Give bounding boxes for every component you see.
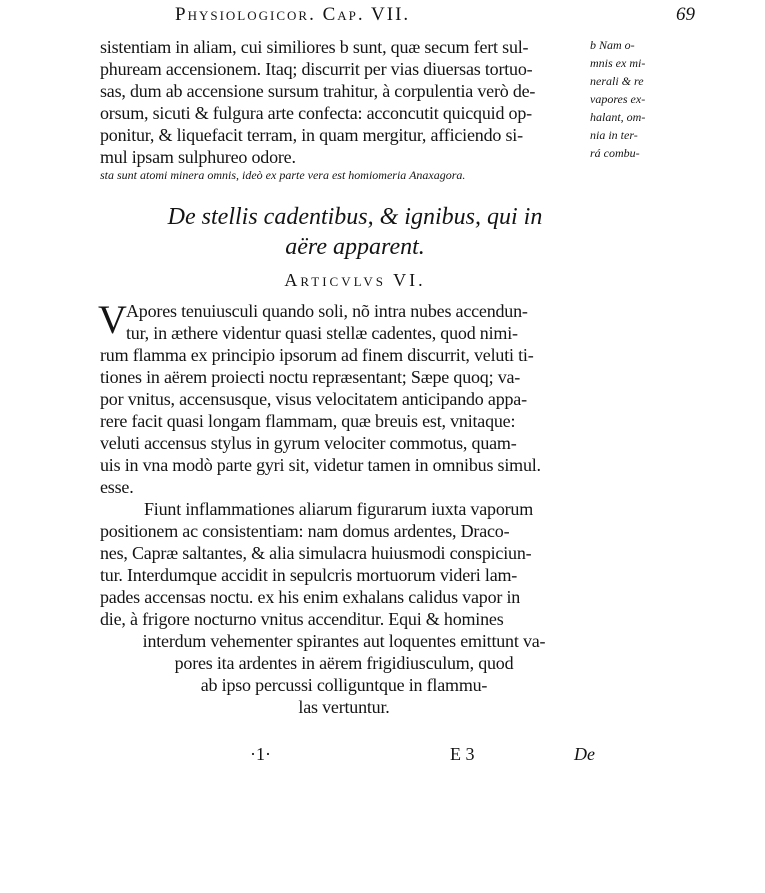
margin-note-line: mnis ex mi-: [590, 56, 646, 70]
printer-mark: ·1·: [250, 744, 271, 764]
text-block-top: [100, 36, 588, 168]
running-title: Physiologicor. Cap. VII.: [175, 4, 411, 25]
text-line: nes, Capræ saltantes, & alia simulacra huiusmodi conspiciun-: [100, 543, 532, 563]
text-line: ab ipso percussi colliguntque in flammu-: [200, 675, 488, 695]
folio-number: 69: [676, 4, 695, 25]
text-line: pores ita ardentes in aërem frigidiusculum, quod: [174, 653, 514, 673]
drop-cap: V: [98, 297, 127, 342]
paragraph-1: [98, 297, 588, 498]
margin-note-line: nerali & re: [590, 74, 644, 88]
text-line: veluti accensus stylus in gyrum velociter commotus, quam-: [100, 433, 517, 453]
text-line: interdum vehementer spirantes aut loquentes emittunt va-: [142, 631, 546, 651]
text-line: uis in vna modò parte gyri sit, videtur tamen in omnibus simul.: [100, 455, 541, 475]
text-line: tiones in aërem proiecti noctu repræsentant; Sæpe quoq; va-: [100, 367, 521, 387]
section-heading: [120, 202, 590, 262]
text-line: positionem ac consistentiam: nam domus ardentes, Draco-: [100, 521, 510, 541]
text-line: die, à frigore nocturno vnitus accenditur. Equi & homines: [100, 609, 504, 629]
text-line: mul ipsam sulphureo odore.: [100, 147, 296, 167]
text-line: rum flamma ex principio ipsorum ad finem discurrit, veluti ti-: [100, 345, 534, 365]
margin-note-line: rá combu-: [590, 146, 640, 160]
text-line: esse.: [100, 477, 134, 497]
margin-note-line: halant, om-: [590, 110, 646, 124]
text-line: tur. Interdumque accidit in sepulcris mortuorum videri lam-: [100, 565, 518, 585]
text-line: tur, in æthere videntur quasi stellæ cadentes, quod nimi-: [126, 323, 518, 343]
text-line: ponitur, & liquefacit terram, in quam mergitur, afficiendo si-: [100, 125, 523, 145]
text-line: pades accensas noctu. ex his enim exhalans calidus vapor in: [100, 587, 521, 607]
margin-note-line: nia in ter-: [590, 128, 638, 142]
paragraph-2: [100, 498, 588, 718]
text-line: rere facit quasi longam flammam, quæ breuis est, vnitaque:: [100, 411, 516, 431]
signature-mark: E 3: [450, 744, 475, 764]
heading-line: aëre apparent.: [285, 234, 425, 260]
text-line: Apores tenuiusculi quando soli, nõ intra nubes accendun-: [126, 301, 528, 321]
footnote: sta sunt atomi minera omnis, ideò ex parte vera est homiomeria Anaxagora.: [100, 168, 466, 182]
margin-note-line: vapores ex-: [590, 92, 646, 106]
catchword: De: [574, 744, 595, 764]
margin-note-line: b Nam o-: [590, 38, 635, 52]
text-line: las vertuntur.: [298, 697, 390, 717]
text-line: orsum, sicuti & fulgura arte confecta: acconcutit quicquid op-: [100, 103, 532, 123]
text-line: por vnitus, accensusque, visus velocitatem anticipando appa-: [100, 389, 527, 409]
text-line: sistentiam in aliam, cui similiores b sunt, quæ secum fert sul-: [100, 37, 529, 57]
text-line: phuream accensionem. Itaq; discurrit per vias diuersas tortuo-: [100, 59, 533, 79]
article-label: Articvlvs VI.: [284, 270, 426, 290]
margin-note: [590, 36, 660, 162]
text-line: Fiunt inflammationes aliarum figurarum iuxta vaporum: [144, 499, 534, 519]
page-footer: [100, 744, 595, 770]
page-header: [175, 4, 695, 28]
text-line: sas, dum ab accensione sursum trahitur, à corpulentia verò de-: [100, 81, 536, 101]
heading-line: De stellis cadentibus, & ignibus, qui in: [167, 204, 543, 230]
